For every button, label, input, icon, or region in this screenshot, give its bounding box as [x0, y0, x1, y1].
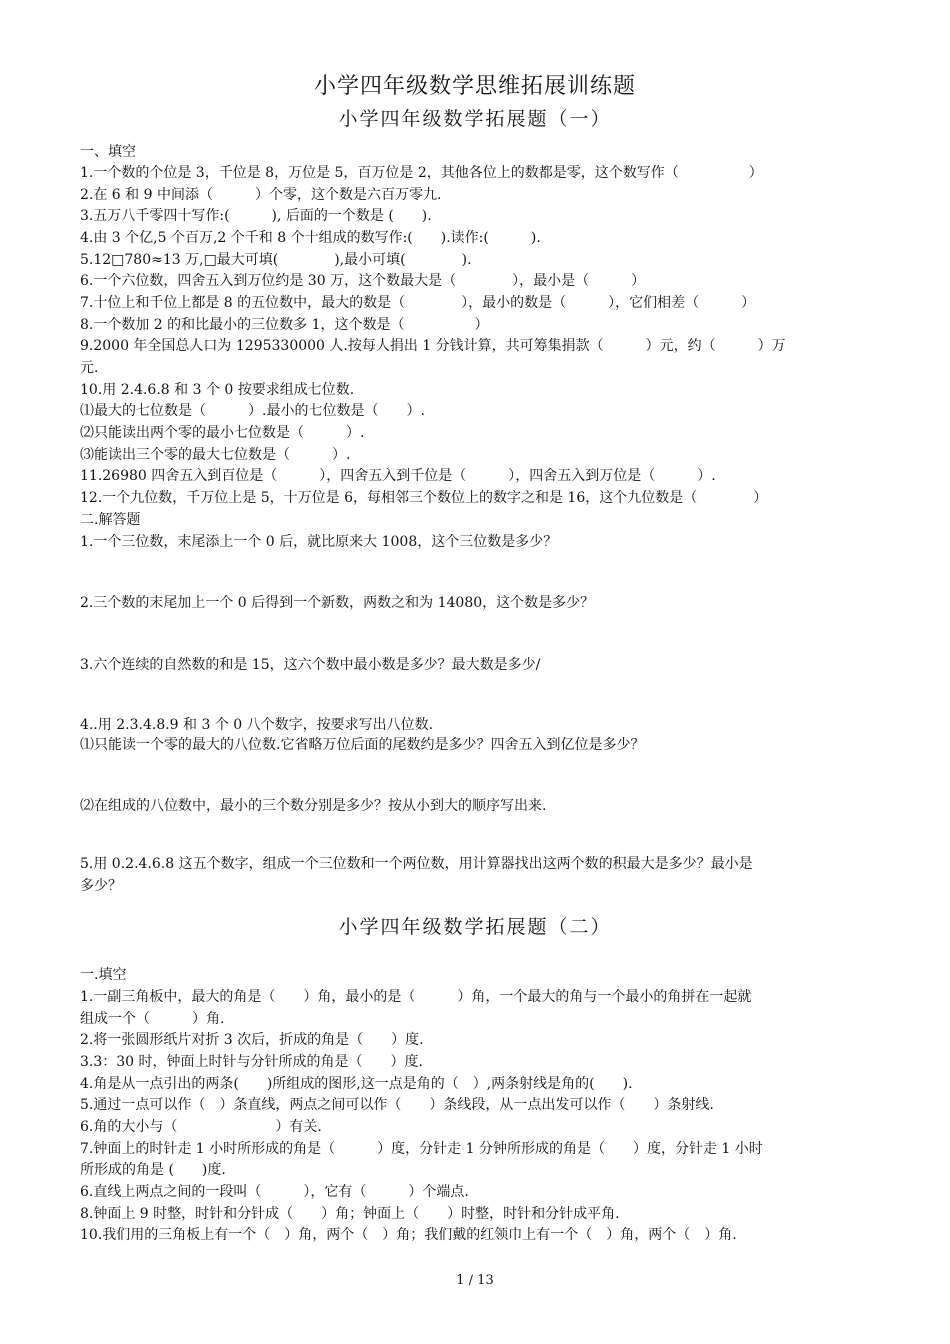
- question-line: ⑶能读出三个零的最大七位数是（ ）.: [80, 447, 351, 463]
- question-line: ⑵在组成的八位数中，最小的三个数分别是多少？按从小到大的顺序写出来.: [80, 798, 547, 814]
- question-line: 11.26980 四舍五入到百位是（ ），四舍五入到千位是（ ），四舍五入到万位是（ ）.: [80, 468, 716, 484]
- section-2-title: 小学四年级数学拓展题（二）: [338, 916, 612, 938]
- question-line: ⑵只能读出两个零的最小七位数是（ ）.: [80, 425, 365, 441]
- question-line: 组成一个（ ）角.: [80, 1011, 225, 1027]
- question-line: 1.一副三角板中，最大的角是（ ）角，最小的是（ ）角，一个最大的角与一个最小的角拼在一起就: [80, 989, 752, 1005]
- question-line: 多少？: [80, 878, 122, 894]
- question-line: 元.: [80, 360, 99, 376]
- document-title: 小学四年级数学思维拓展训练题: [313, 74, 636, 99]
- question-line: 9.2000 年全国总人口为 1295330000 人.按每人捐出 1 分钱计算，共可筹集捐款（ ）元，约（ ）万: [80, 338, 786, 354]
- question-line: 7.十位上和千位上都是 8 的五位数中，最大的数是（ ），最小的数是（ ），它们相差（ ）: [80, 295, 756, 311]
- question-line: 8.钟面上 9 时整，时针和分针成（ ）角；钟面上（ ）时整，时针和分针成平角.: [80, 1206, 620, 1222]
- question-line: 6.角的大小与（ ）有关.: [80, 1119, 322, 1135]
- question-line: 5.用 0.2.4.6.8 这五个数字，组成一个三位数和一个两位数，用计算器找出这两个数的积最大是多少？最小是: [80, 856, 753, 872]
- question-line: 2.在 6 和 9 中间添（ ）个零，这个数是六百万零九.: [80, 187, 442, 203]
- section-heading: 一.填空: [80, 967, 127, 983]
- question-line: 5.通过一点可以作（ ）条直线，两点之间可以作（ ）条线段，从一点出发可以作（ ）条射线.: [80, 1097, 714, 1113]
- question-line: 所形成的角是 ( )度.: [80, 1162, 226, 1178]
- section-heading: 二.解答题: [80, 512, 141, 528]
- question-line: 1.一个三位数，末尾添上一个 0 后，就比原来大 1008，这个三位数是多少？: [80, 534, 558, 550]
- question-line: 2.将一张圆形纸片对折 3 次后，折成的角是（ ）度.: [80, 1032, 424, 1048]
- question-line: 10.我们用的三角板上有一个（ ）角，两个（ ）角；我们戴的红领巾上有一个（ ）角，两个（ ）角.: [80, 1227, 737, 1243]
- question-line: 1.一个数的个位是 3，千位是 8，万位是 5，百万位是 2，其他各位上的数都是零，这个数写作（ ）: [80, 165, 763, 181]
- question-line: 2.三个数的末尾加上一个 0 后得到一个新数，两数之和为 14080，这个数是多少？: [80, 595, 595, 611]
- question-line: ⑴最大的七位数是（ ）.最小的七位数是（ ）.: [80, 403, 425, 419]
- question-line: 3.3：30 时，钟面上时针与分针所成的角是（ ）度.: [80, 1054, 423, 1070]
- question-line: 7.钟面上的时针走 1 小时所形成的角是（ ）度，分针走 1 分钟所形成的角是（ ）度，分针走 1 小时: [80, 1141, 763, 1157]
- section-heading: 一、填空: [80, 144, 136, 160]
- question-line: 6.直线上两点之间的一段叫（ ），它有（ ）个端点.: [80, 1184, 469, 1200]
- question-line: 4.角是从一点引出的两条( )所组成的图形,这一点是角的（ ）,两条射线是角的( ).: [80, 1076, 633, 1092]
- question-line: ⑴只能读一个零的最大的八位数.它省略万位后面的尾数约是多少？四舍五入到亿位是多少？: [80, 737, 645, 753]
- question-line: 4..用 2.3.4.8.9 和 3 个 0 八个数字，按要求写出八位数.: [80, 717, 434, 733]
- section-1-title: 小学四年级数学拓展题（一）: [338, 108, 612, 130]
- question-line: 10.用 2.4.6.8 和 3 个 0 按要求组成七位数.: [80, 382, 355, 398]
- question-line: 5.12□780≈13 万,□最大可填( ),最小可填( ).: [80, 252, 472, 268]
- question-line: 3.六个连续的自然数的和是 15，这六个数中最小数是多少？最大数是多少/: [80, 657, 541, 673]
- question-line: 6.一个六位数，四舍五入到万位约是 30 万，这个数最大是（ ），最小是（ ）: [80, 273, 646, 289]
- question-line: 4.由 3 个亿,5 个百万,2 个千和 8 个十组成的数写作:( ).读作:( ).: [80, 230, 541, 246]
- question-line: 8.一个数加 2 的和比最小的三位数多 1，这个数是（ ）: [80, 317, 489, 333]
- question-line: 3.五万八千零四十写作:( ), 后面的一个数是 ( ).: [80, 208, 432, 224]
- page-indicator: 1 / 13: [456, 1273, 494, 1288]
- question-line: 12.一个九位数，千万位上是 5，十万位是 6，每相邻三个数位上的数字之和是 16，这个九位数是（ ）: [80, 490, 768, 506]
